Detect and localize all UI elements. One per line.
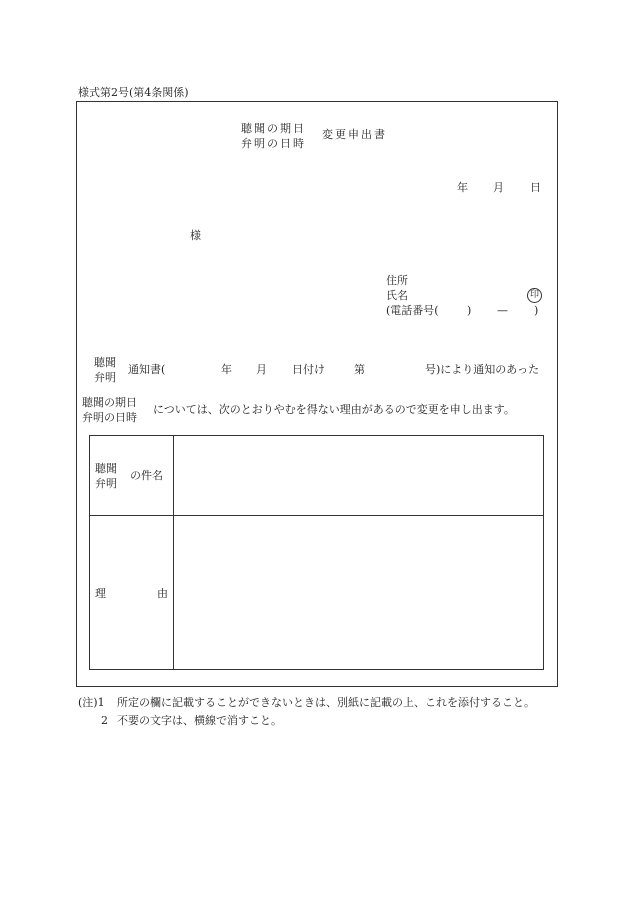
reason-header-left: 理 [95, 587, 106, 600]
reason-choice [82, 395, 137, 425]
phone-mid-paren: ) [467, 304, 472, 317]
phone-label: (電話番号( [386, 304, 439, 317]
notice-number-prefix: 第 [354, 363, 365, 376]
phone-dash: — [497, 304, 508, 317]
date-year-label: 年 [457, 181, 468, 194]
note-1-text: 所定の欄に記載することができないときは、別紙に記載の上、これを添付すること。 [117, 696, 535, 709]
title-suffix: 変更申出書 [322, 128, 387, 141]
note-2-text: 不要の文字は、横線で消すこと。 [117, 714, 282, 727]
date-day-label: 日 [530, 181, 541, 194]
notice-doc-label: 通知書( [128, 363, 166, 376]
notice-option-explanation: 弁明 [94, 371, 116, 384]
date-month-label: 月 [493, 181, 504, 194]
notice-month-label: 月 [256, 363, 267, 376]
title-option-hearing: 聴聞の期日 [241, 122, 306, 135]
note-prefix: (注)1 [78, 696, 105, 709]
name-label: 氏名 [386, 289, 408, 302]
address-label: 住所 [386, 274, 408, 287]
title-option-explanation: 弁明の日時 [241, 137, 306, 150]
reason-option-explanation: 弁明の日時 [82, 411, 137, 424]
case-name-label: の件名 [130, 469, 163, 482]
form-label: 様式第2号(第4条関係) [78, 86, 189, 99]
notice-option-hearing: 聴聞 [94, 356, 116, 369]
notice-dated-label: 日付け [292, 363, 325, 376]
reason-field[interactable] [175, 517, 542, 668]
phone-end-paren: ) [534, 304, 539, 317]
case-option-explanation: 弁明 [95, 477, 117, 490]
table-row-divider [89, 515, 544, 516]
notice-number-suffix: 号)により通知のあった [425, 363, 540, 376]
addressee-suffix: 様 [190, 229, 201, 242]
reason-header-right: 由 [157, 587, 168, 600]
reason-statement: については、次のとおりやむを得ない理由があるので変更を申し出ます。 [153, 403, 515, 416]
note-2-number: 2 [101, 714, 108, 727]
title-choice [241, 121, 306, 151]
notice-choice [94, 355, 116, 385]
seal-mark: 印 [527, 288, 542, 303]
notice-year-label: 年 [221, 363, 232, 376]
reason-option-hearing: 聴聞の期日 [82, 396, 137, 409]
table-column-divider [173, 435, 174, 670]
case-choice [95, 461, 117, 491]
case-name-field[interactable] [175, 437, 542, 514]
case-option-hearing: 聴聞 [95, 462, 117, 475]
